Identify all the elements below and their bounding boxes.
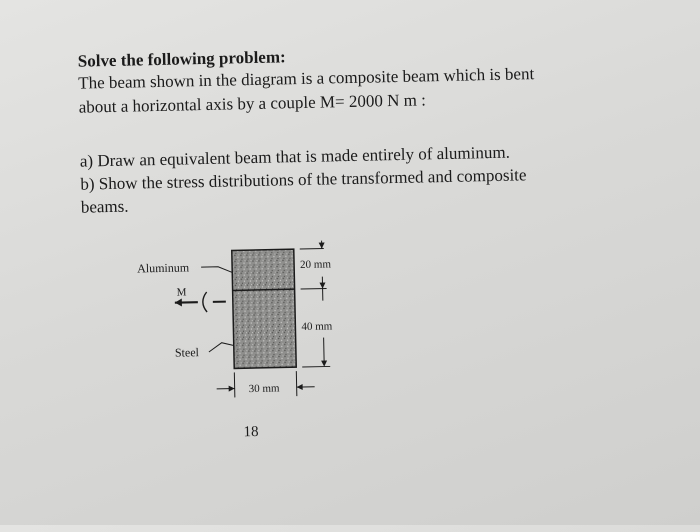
part-b-text-line-1: b) Show the stress distributions of the transformed and composite [80,165,527,194]
problem-heading: Solve the following problem: [78,47,286,71]
moment-curl-icon [203,292,207,312]
moment-arrow-head [175,299,182,307]
dim-left-extension [234,372,235,397]
dim-bottom-extension [302,366,330,367]
dim-40-arrow-line [324,338,325,365]
figure-number: 18 [243,424,258,440]
dim-width: 30 mm [249,382,281,395]
dim-top-extension [300,249,324,250]
dim-40-arrow-head [321,361,327,367]
problem-statement-line-2: about a horizontal axis by a couple M= 2000 N m : [79,90,426,117]
dim-width-right-arrow-head [297,384,303,390]
dim-20-arrow-head [319,243,325,249]
steel-label: Steel [175,345,200,360]
steel-leader-line [209,342,234,352]
beam-cross-section [232,249,296,368]
aluminum-label: Aluminum [137,260,190,275]
dim-aluminum-height: 20 mm [300,258,332,271]
dim-right-extension [296,371,297,396]
moment-label: M [177,286,187,298]
dim-width-left-arrow-head [229,385,235,391]
part-b-text-line-2: beams. [81,197,129,218]
dim-steel-height: 40 mm [301,320,333,333]
dim-interface-arrow-head [319,283,325,289]
aluminum-leader-line [201,266,232,273]
part-a-text: a) Draw an equivalent beam that is made entirely of aluminum. [80,143,510,172]
problem-statement-line-1: The beam shown in the diagram is a composite beam which is bent [78,64,534,94]
